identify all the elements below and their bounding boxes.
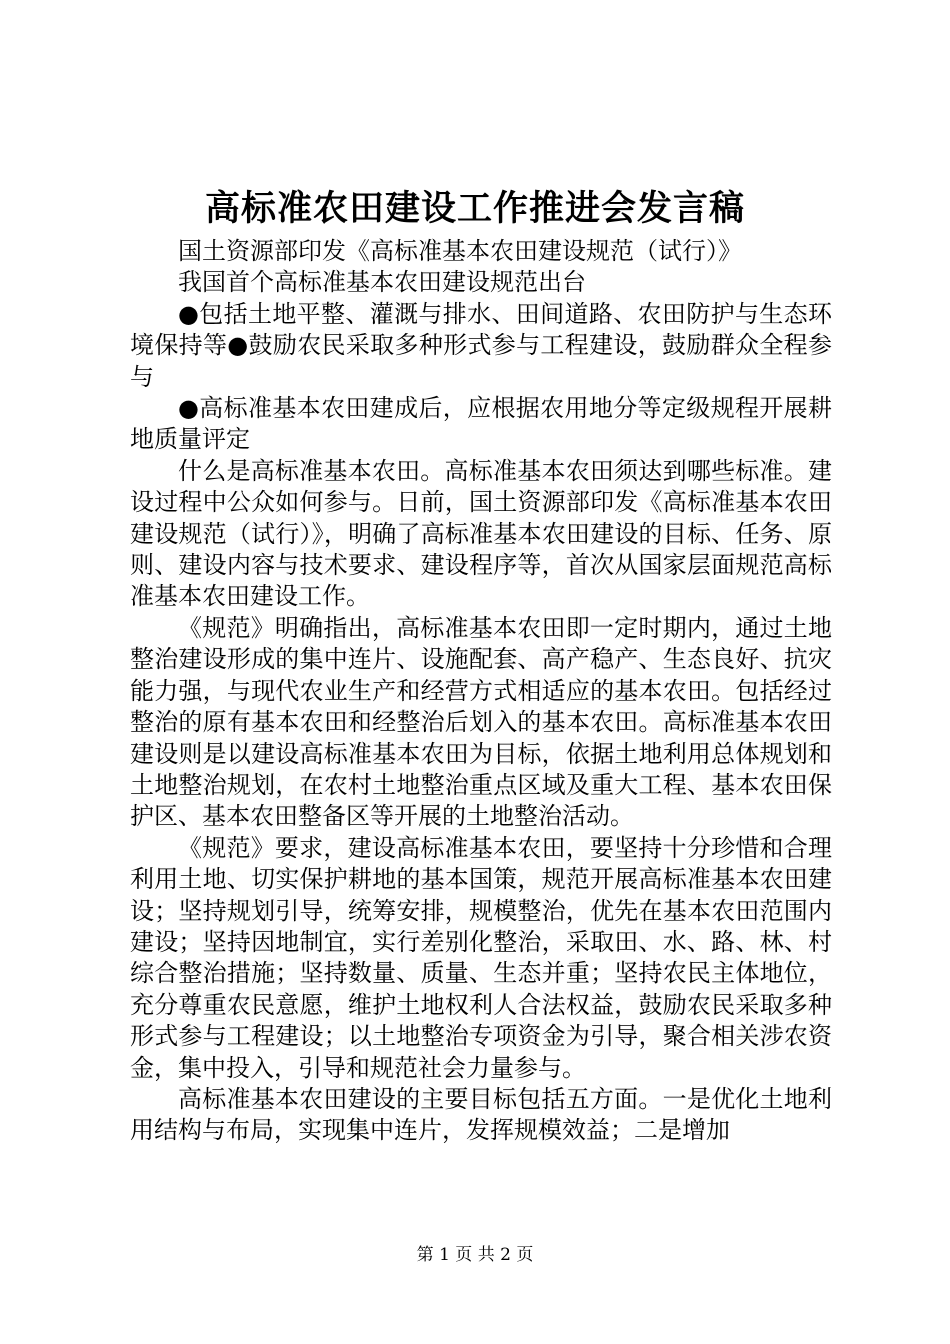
paragraph: 《规范》要求，建设高标准基本农田，要坚持十分珍惜和合理利用土地、切实保护耕地的基本国策，规范开展高标准基本农田建设；坚持规划引导，统筹安排，规模整治，优先在基本农田范围内建设；坚持因地制宜，实行差别化整治，采取田、水、路、林、村综合整治措施；坚持数量、质量、生态并重；坚持农民主体地位，充分尊重农民意愿，维护土地权利人合法权益，鼓励农民采取多种形式参与工程建设；以土地整治专项资金为引导，聚合相关涉农资金，集中投入，引导和规范社会力量参与。 [130, 833, 832, 1082]
document-title: 高标准农田建设工作推进会发言稿 [204, 188, 745, 229]
paragraph: 《规范》明确指出，高标准基本农田即一定时期内，通过土地整治建设形成的集中连片、设施配套、高产稳产、生态良好、抗灾能力强，与现代农业生产和经营方式相适应的基本农田。包括经过整治的原有基本农田和经整治后划入的基本农田。高标准基本农田建设则是以建设高标准基本农田为目标，依据土地利用总体规划和土地整治规划，在农村土地整治重点区域及重大工程、基本农田保护区、基本农田整备区等开展的土地整治活动。 [130, 613, 832, 831]
paragraph: 高标准基本农田建设的主要目标包括五方面。一是优化土地利用结构与布局，实现集中连片，发挥规模效益；二是增加 [130, 1084, 832, 1145]
paragraph: 什么是高标准基本农田。高标准基本农田须达到哪些标准。建设过程中公众如何参与。日前，国土资源部印发《高标准基本农田建设规范（试行）》，明确了高标准基本农田建设的目标、任务、原则、建设内容与技术要求、建设程序等，首次从国家层面规范高标准基本农田建设工作。 [130, 456, 832, 611]
page-footer: 第 1 页 共 2 页 [416, 1245, 534, 1265]
paragraph: 国土资源部印发《高标准基本农田建设规范（试行）》 [178, 237, 742, 265]
document-body [130, 236, 832, 1147]
paragraph: ●高标准基本农田建成后，应根据农用地分等定级规程开展耕地质量评定 [130, 394, 832, 454]
paragraph: 我国首个高标准基本农田建设规范出台 [178, 268, 586, 297]
paragraph: ●包括土地平整、灌溉与排水、田间道路、农田防护与生态环境保持等●鼓励农民采取多种形式参与工程建设，鼓励群众全程参与 [130, 299, 832, 391]
